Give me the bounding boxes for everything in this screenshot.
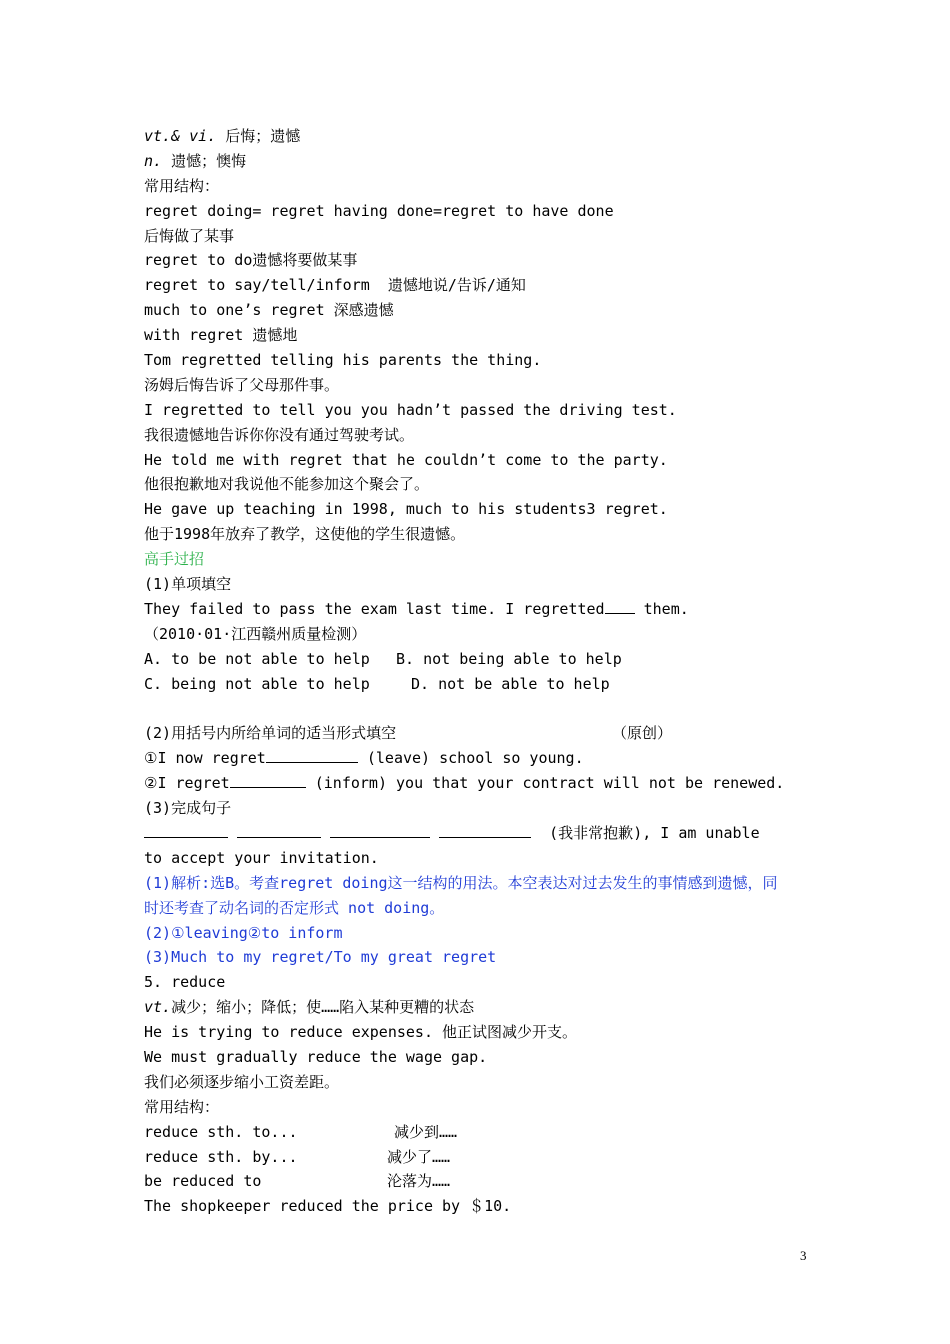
structure-heading: 常用结构： [144, 176, 220, 195]
question-2-item-1: ①I now regret (leave) school so young. [144, 749, 584, 768]
question-1-source: （2010·01·江西赣州质量检测） [144, 624, 367, 643]
part-of-speech: vt.& vi. [144, 127, 217, 145]
example-translation: 我很遗憾地告诉你你没有通过驾驶考试。 [144, 425, 415, 444]
answer-blank [330, 823, 430, 838]
part-of-speech: n. [144, 151, 163, 170]
answer-blank [144, 823, 228, 838]
answer-3: (3)Much to my regret/To my great regret [144, 948, 497, 967]
page-content [144, 124, 824, 1219]
option-c: C. being not able to help [144, 674, 370, 693]
definition-line: vt.减少；缩小；降低；使……陷入某种更糟的状态 [144, 998, 475, 1017]
structure-line: regret to say/tell/inform 遗憾地说/告诉/通知 [144, 276, 526, 295]
question-2-title: (2)用括号内所给单词的适当形式填空 [144, 724, 397, 743]
example-sentence: He told me with regret that he couldn’t come to the party. [144, 450, 668, 469]
example-sentence: He is trying to reduce expenses. 他正试图减少开支。 [144, 1023, 578, 1042]
question-1-stem: They failed to pass the exam last time. I regretted them. [144, 599, 689, 618]
answer-blank [439, 823, 531, 838]
structure-line: much to one’s regret 深感遗憾 [144, 301, 394, 320]
answer-blank [237, 823, 321, 838]
exercise-heading: 高手过招 [144, 550, 205, 569]
example-sentence: The shopkeeper reduced the price by ＄10. [144, 1197, 512, 1216]
example-sentence: I regretted to tell you you hadn’t passed the driving test. [144, 400, 677, 419]
options-row [144, 647, 824, 672]
answer-blank [605, 599, 635, 614]
option-a: A. to be not able to help [144, 649, 370, 668]
definition-line: vt.& vi. 后悔；遗憾 [144, 127, 301, 145]
question-1-title: (1)单项填空 [144, 575, 232, 594]
example-sentence: Tom regretted telling his parents the thing. [144, 351, 542, 370]
example-sentence: He gave up teaching in 1998, much to his students3 regret. [144, 500, 668, 519]
structure-line: 后悔做了某事 [144, 226, 235, 245]
option-b: B. not being able to help [396, 649, 622, 668]
options-row [144, 672, 824, 697]
entry-heading: 5. reduce [144, 973, 226, 992]
structure-line: regret to do遗憾将要做某事 [144, 251, 358, 270]
option-d: D. not be able to help [411, 674, 610, 693]
example-translation: 他很抱歉地对我说他不能参加这个聚会了。 [144, 475, 430, 494]
answer-blank [230, 773, 306, 788]
example-translation: 我们必须逐步缩小工资差距。 [144, 1072, 340, 1091]
spacer [144, 696, 824, 721]
structure-line: regret doing= regret having done=regret to have done [144, 201, 614, 220]
question-2-item-2: ②I regret (inform) you that your contract will not be renewed. [144, 774, 785, 793]
answer-2: (2)①leaving②to inform [144, 923, 343, 942]
question-2-title-row [144, 721, 824, 746]
answer-1-continued: 时还考查了动名词的否定形式 not doing。 [144, 898, 445, 917]
question-3-blanks: (我非常抱歉), I am unable [144, 821, 824, 846]
question-2-source: （原创） [612, 724, 673, 743]
answer-1: (1)解析:选B。考查regret doing这一结构的用法。本空表达对过去发生的事情感到遗憾，同 [144, 873, 778, 892]
structure-heading: 常用结构： [144, 1097, 220, 1116]
definition-line: n. 遗憾；懊悔 [144, 151, 247, 170]
question-3-title: (3)完成句子 [144, 799, 232, 818]
example-translation: 汤姆后悔告诉了父母那件事。 [144, 375, 340, 394]
structure-row: reduce sth. by... 减少了…… [144, 1147, 451, 1166]
question-3-line-2: to accept your invitation. [144, 848, 379, 867]
answer-blank [266, 748, 358, 763]
structure-row: reduce sth. to... 减少到…… [144, 1122, 458, 1141]
structure-row: be reduced to 沦落为…… [144, 1172, 451, 1191]
example-translation: 他于1998年放弃了教学，这使他的学生很遗憾。 [144, 525, 466, 544]
example-sentence: We must gradually reduce the wage gap. [144, 1047, 488, 1066]
part-of-speech: vt. [144, 998, 172, 1017]
structure-line: with regret 遗憾地 [144, 326, 298, 345]
page-number: 3 [800, 1248, 807, 1263]
